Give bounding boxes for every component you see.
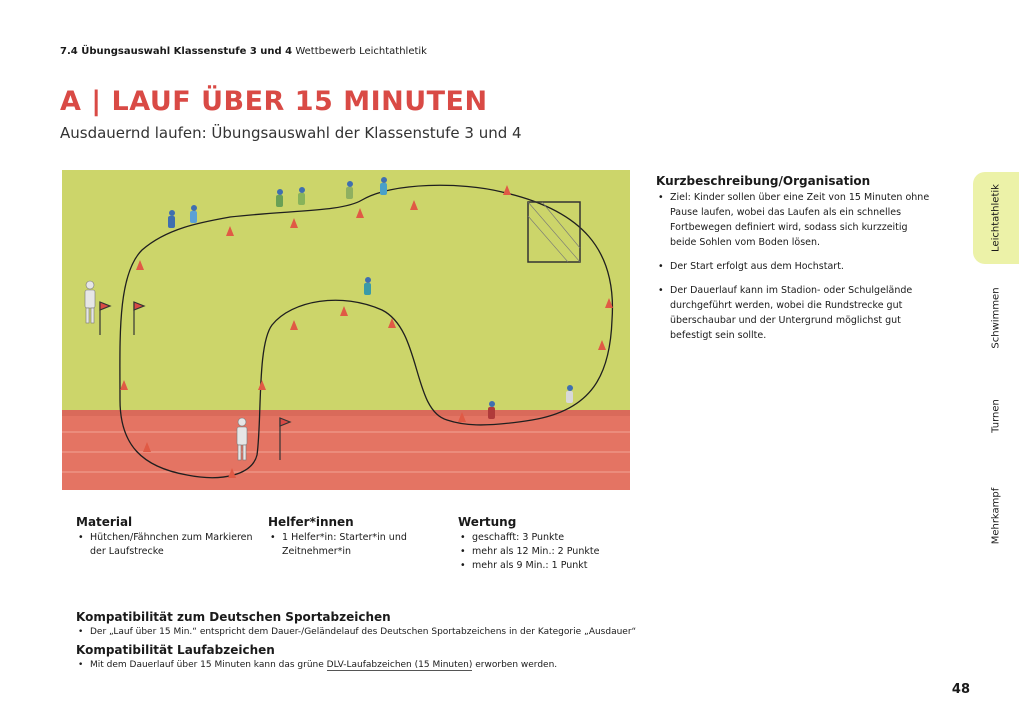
- list-item: [76, 658, 956, 672]
- list-item: • mehr als 9 Min.: 1 Punkt: [458, 559, 638, 573]
- tab-mehrkampf[interactable]: [973, 470, 1019, 562]
- compat-lauf-text-before: Mit dem Dauerlauf über 15 Minuten kann das grüne: [90, 660, 327, 670]
- compat-lauf-text-after: erworben werden.: [472, 660, 558, 670]
- kurzbeschreibung-heading: Kurzbeschreibung/Organisation: [656, 174, 871, 188]
- helfer-section: [268, 515, 438, 559]
- material-section: [76, 515, 256, 559]
- wertung-heading: Wertung: [458, 515, 517, 529]
- tab-leichtathletik[interactable]: [973, 172, 1019, 264]
- list-item: • Der Start erfolgt aus dem Hochstart.: [656, 259, 936, 274]
- dlv-laufabzeichen-link[interactable]: DLV-Laufabzeichen (15 Minuten): [326, 660, 473, 670]
- list-item: • mehr als 12 Min.: 2 Punkte: [458, 545, 638, 559]
- tab-label: Schwimmen: [990, 287, 1002, 349]
- field-illustration: [62, 170, 630, 490]
- tab-label: Leichtathletik: [990, 184, 1002, 252]
- section-heading-bold: 7.4 Übungsauswahl Klassenstufe 3 und 4: [60, 46, 293, 57]
- page-title: A | LAUF ÜBER 15 MINUTEN: [60, 86, 488, 117]
- compat-lauf-heading: Kompatibilität Laufabzeichen: [76, 643, 275, 657]
- wertung-section: [458, 515, 638, 573]
- list-item: • Der „Lauf über 15 Min.“ entspricht dem Dauer-/Geländelauf des Deutschen Sportabzeichens in der Kategorie „Ausdauer“: [76, 625, 956, 639]
- tab-turnen[interactable]: [973, 370, 1019, 462]
- material-heading: Material: [76, 515, 133, 529]
- list-item: • Hütchen/Fähnchen zum Markieren der Laufstrecke: [76, 531, 256, 559]
- list-item: • 1 Helfer*in: Starter*in und Zeitnehmer*in: [268, 531, 438, 559]
- tab-schwimmen[interactable]: [973, 272, 1019, 364]
- page-number: 48: [951, 682, 970, 697]
- helfer-heading: Helfer*innen: [268, 515, 354, 529]
- kurzbeschreibung-section: [656, 174, 936, 352]
- page-subtitle: Ausdauernd laufen: Übungsauswahl der Klassenstufe 3 und 4: [60, 124, 522, 142]
- compatibility-section: [76, 609, 956, 675]
- section-heading-rest: Wettbewerb Leichtathletik: [292, 46, 427, 57]
- list-item: • Ziel: Kinder sollen über eine Zeit von 15 Minuten ohne Pause laufen, wobei das Laufen als ein schnelles Fortbewegen definiert wird, sodass sich kurzzeitig beide Sohlen vom Boden lösen.: [656, 190, 936, 250]
- list-item: • Der Dauerlauf kann im Stadion- oder Schulgelände durchgeführt werden, wobei die Rundstrecke gut überschaubar und der Untergrund möglichst gut befestigt sein sollte.: [656, 283, 936, 343]
- compat-sport-heading: Kompatibilität zum Deutschen Sportabzeichen: [76, 610, 391, 624]
- tab-label: Turnen: [990, 399, 1002, 433]
- tab-label: Mehrkampf: [990, 487, 1002, 545]
- list-item: • geschafft: 3 Punkte: [458, 531, 638, 545]
- section-heading: [60, 46, 427, 57]
